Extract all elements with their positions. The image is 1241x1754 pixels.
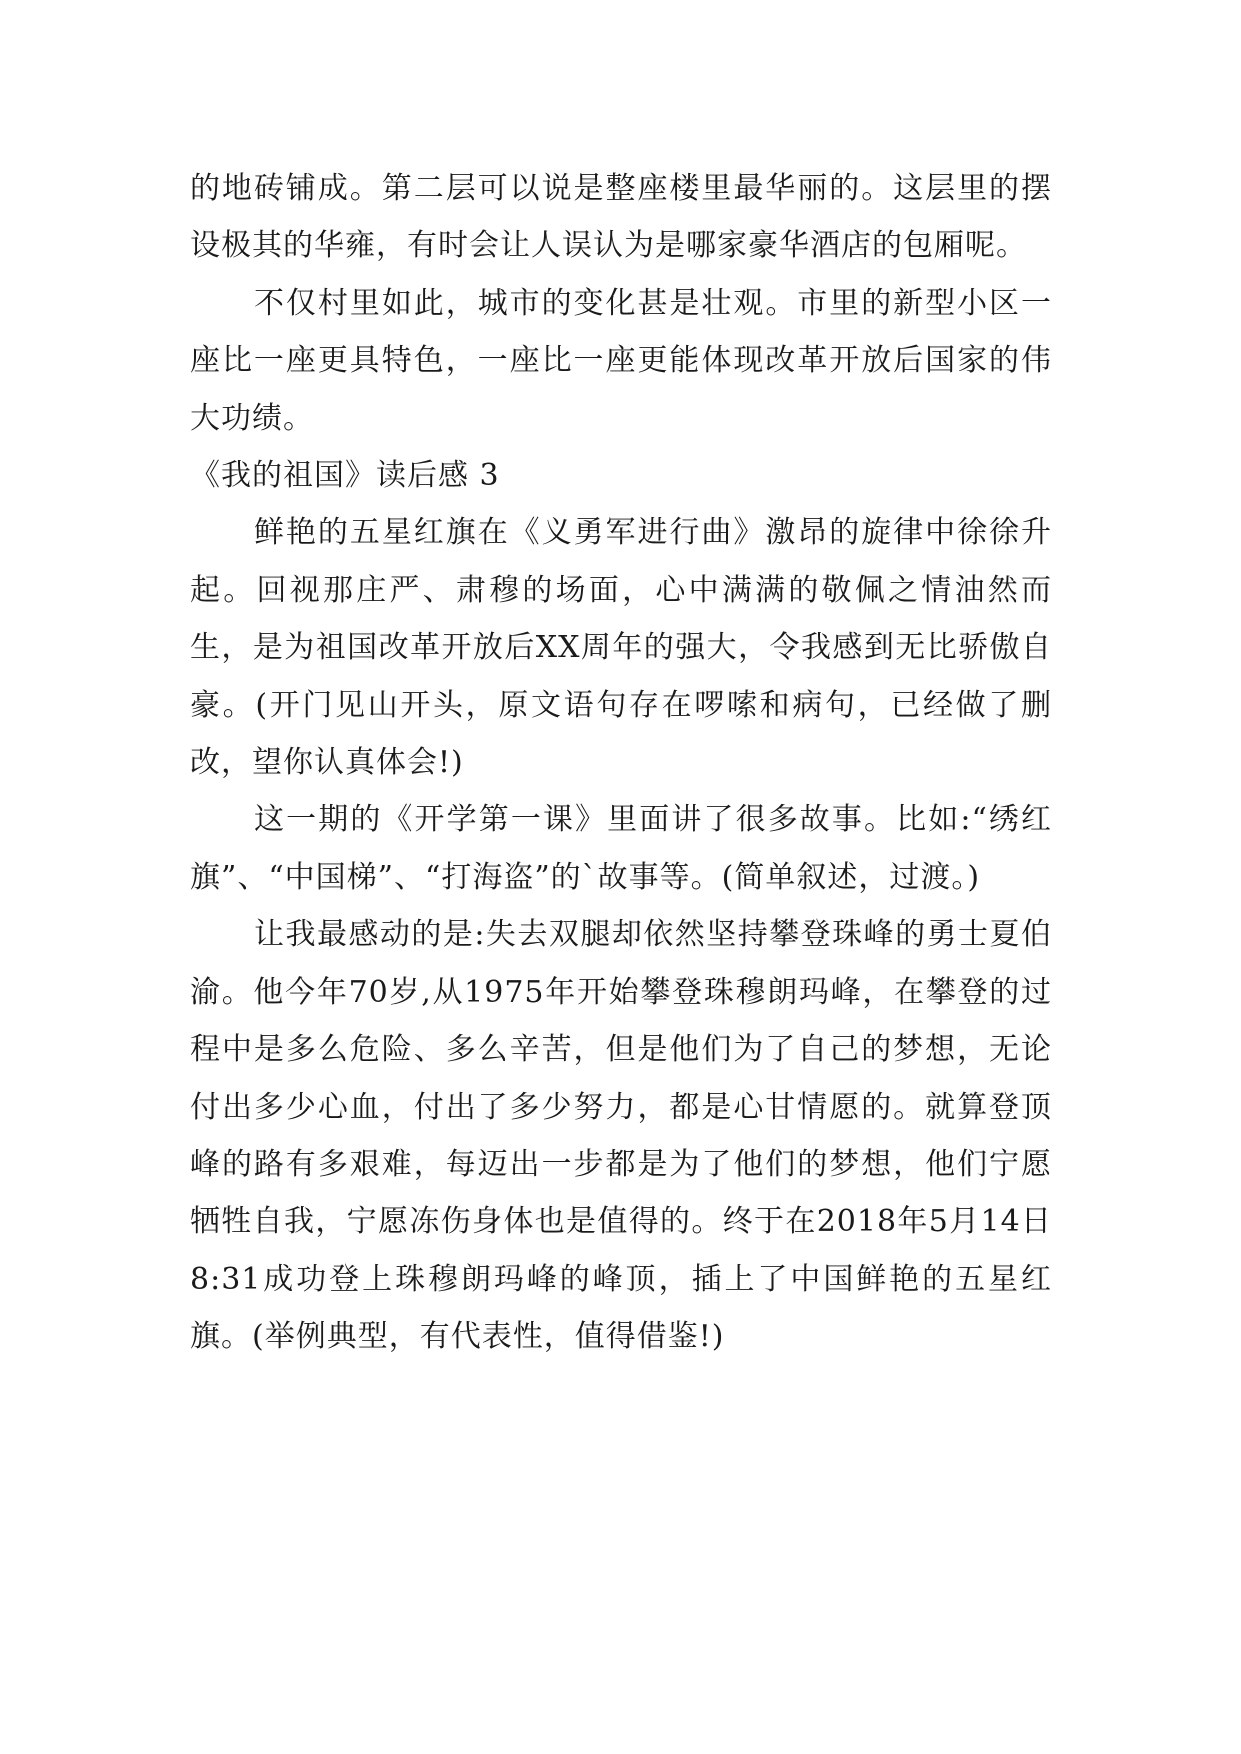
paragraph-continuation: 的地砖铺成。第二层可以说是整座楼里最华丽的。这层里的摆设极其的华雍，有时会让人误认为是哪家豪华酒店的包厢呢。 (190, 171, 1052, 264)
document-page (190, 160, 1052, 1366)
section-heading: 《我的祖国》读后感 3 (190, 458, 500, 494)
paragraph-city-change: 不仅村里如此，城市的变化甚是壮观。市里的新型小区一座比一座更具特色，一座比一座更能体现改革开放后国家的伟大功绩。 (190, 285, 1052, 436)
paragraph-everest-climber: 让我最感动的是:失去双腿却依然坚持攀登珠峰的勇士夏伯渝。他今年70岁,从1975年开始攀登珠穆朗玛峰，在攀登的过程中是多么危险、多么辛苦，但是他们为了自己的梦想，无论付出多少心血，付出了多少努力，都是心甘情愿的。就算登顶峰的路有多艰难，每迈出一步都是为了他们的梦想，他们宁愿牺牲自我，宁愿冻伤身体也是值得的。终于在2018年5月14日8:31成功登上珠穆朗玛峰的峰顶，插上了中国鲜艳的五星红旗。(举例典型，有代表性，值得借鉴!) (190, 917, 1052, 1355)
paragraph-flag-raising: 鲜艳的五星红旗在《义勇军进行曲》激昂的旋律中徐徐升起。回视那庄严、肃穆的场面，心中满满的敬佩之情油然而生，是为祖国改革开放后XX周年的强大，令我感到无比骄傲自豪。(开门见山开头，原文语句存在啰嗦和病句，已经做了删改，望你认真体会!) (190, 515, 1052, 781)
paragraph-first-lesson: 这一期的《开学第一课》里面讲了很多故事。比如:“绣红旗”、“中国梯”、“打海盗”的`故事等。(简单叙述，过渡。) (190, 802, 1052, 895)
